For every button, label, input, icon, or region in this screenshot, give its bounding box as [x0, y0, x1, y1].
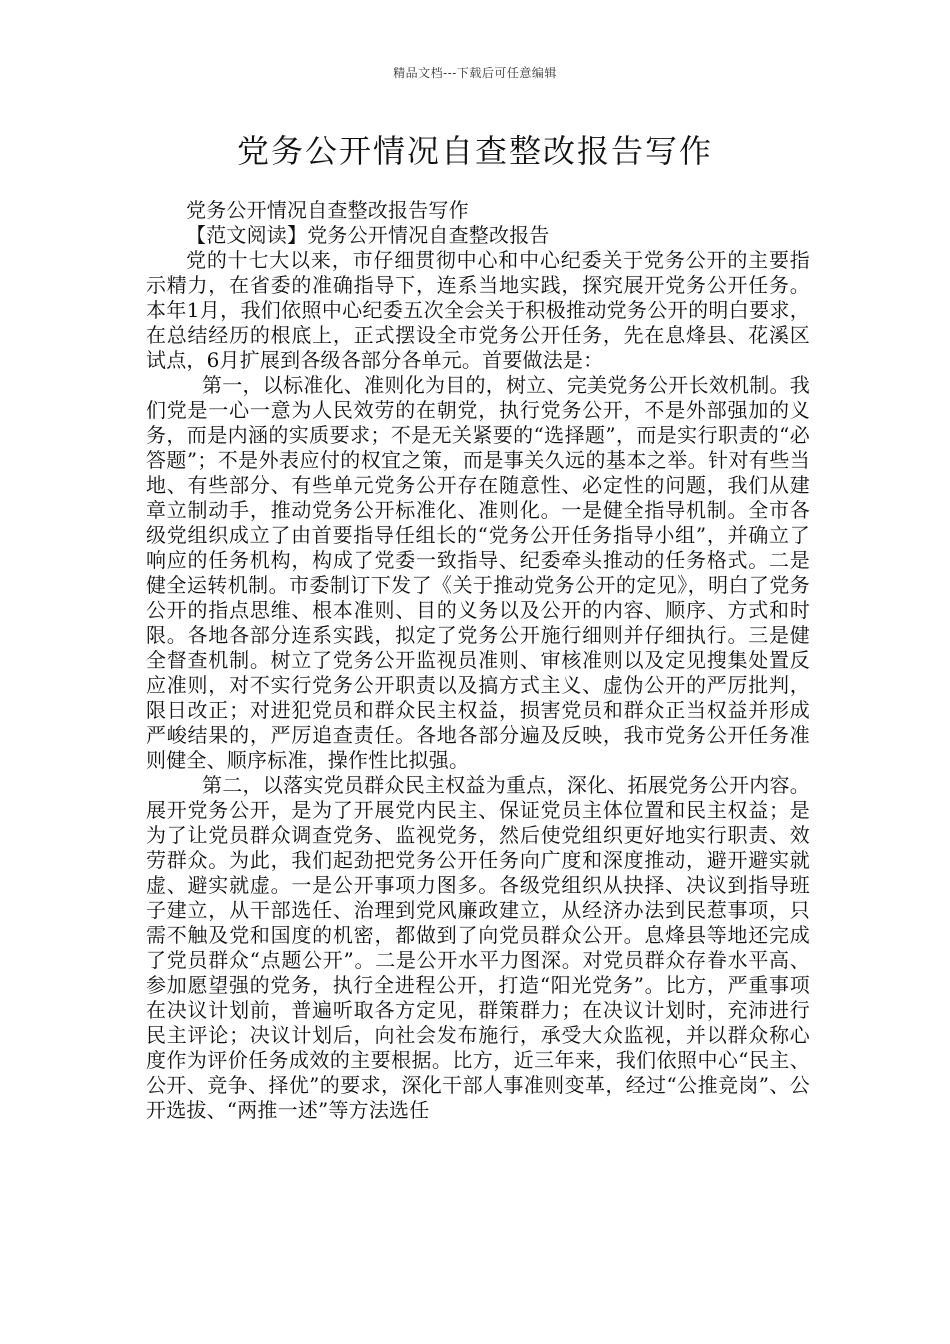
header-note: 精品文档---下载后可任意编辑 [393, 66, 557, 80]
section-one-paragraph: 第一，以标准化、准则化为目的，树立、完美党务公开长效机制。我们党是一心一意为人民效劳的在朝党，执行党务公开，不是外部强加的义务，而是内涵的实质要求；不是无关紧要的“选择题”，而是实行职责的“必答题”；不是外表应付的权宜之策，而是事关久远的基本之举。针对有些当地、有些部分、有些单元党务公开存在随意性、必定性的问题，我们从建章立制动手，推动党务公开标准化、准则化。一是健全指导机制。全市各级党组织成立了由首要指导任组长的“党务公开任务指导小组”，并确立了响应的任务机构，构成了党委一致指导、纪委牵头推动的任务格式。二是健全运转机制。市委制订下发了《关于推动党务公开的定见》，明白了党务公开的指点思维、根本准则、目的义务以及公开的内容、顺序、方式和时限。各地各部分连系实践，拟定了党务公开施行细则并仔细执行。三是健全督查机制。树立了党务公开监视员准则、审核准则以及定见搜集处置反应准则，对不实行党务公开职责以及搞方式主义、虚伪公开的严厉批判，限日改正；对进犯党员和群众民主权益，损害党员和群众正当权益并形成严峻结果的，严厉追查责任。各地各部分遍及反映，我市党务公开任务准则健全、顺序标准，操作性比拟强。 [146, 373, 810, 772]
section-two-paragraph: 第二，以落实党员群众民主权益为重点，深化、拓展党务公开内容。展开党务公开，是为了开展党内民主、保证党员主体位置和民主权益；是为了让党员群众调查党务、监视党务，然后使党组织更好地实行职责、效劳群众。为此，我们起劲把党务公开任务向广度和深度推动，避开避实就虚、避实就虚。一是公开事项力图多。各级党组织从抉择、决议到指导班子建立，从干部选任、治理到党风廉政建立，从经济办法到民惹事项，只需不触及党和国度的机密，都做到了向党员群众公开。息烽县等地还完成了党员群众“点题公开”。二是公开水平力图深。对党员群众存眷水平高、参加愿望强的党务，执行全进程公开，打造“阳光党务”。比方，严重事项在决议计划前，普遍听取各方定见，群策群力；在决议计划时，充沛进行民主评论；决议计划后，向社会发布施行，承受大众监视，并以群众称心度作为评价任务成效的主要根据。比方，近三年来，我们依照中心“民主、公开、竞争、择优”的要求，深化干部人事准则变革，经过“公推竞岗”、公开选拔、“两推一述”等方法选任 [146, 773, 810, 1122]
intro-paragraph: 党的十七大以来，市仔细贯彻中心和中心纪委关于党务公开的主要指示精力，在省委的准确指导下，连系当地实践，探究展开党务公开任务。本年1月，我们依照中心纪委五次全会关于积极推动党务公开的明白要求，在总结经历的根底上，正式摆设全市党务公开任务，先在息烽县、花溪区试点，6月扩展到各级各部分各单元。首要做法是： [146, 248, 810, 372]
sample-heading-paragraph: 【范文阅读】党务公开情况自查整改报告 [186, 223, 550, 247]
document-title: 党务公开情况自查整改报告写作 [236, 132, 713, 170]
subtitle-paragraph: 党务公开情况自查整改报告写作 [186, 198, 469, 222]
document-body [146, 198, 810, 1123]
